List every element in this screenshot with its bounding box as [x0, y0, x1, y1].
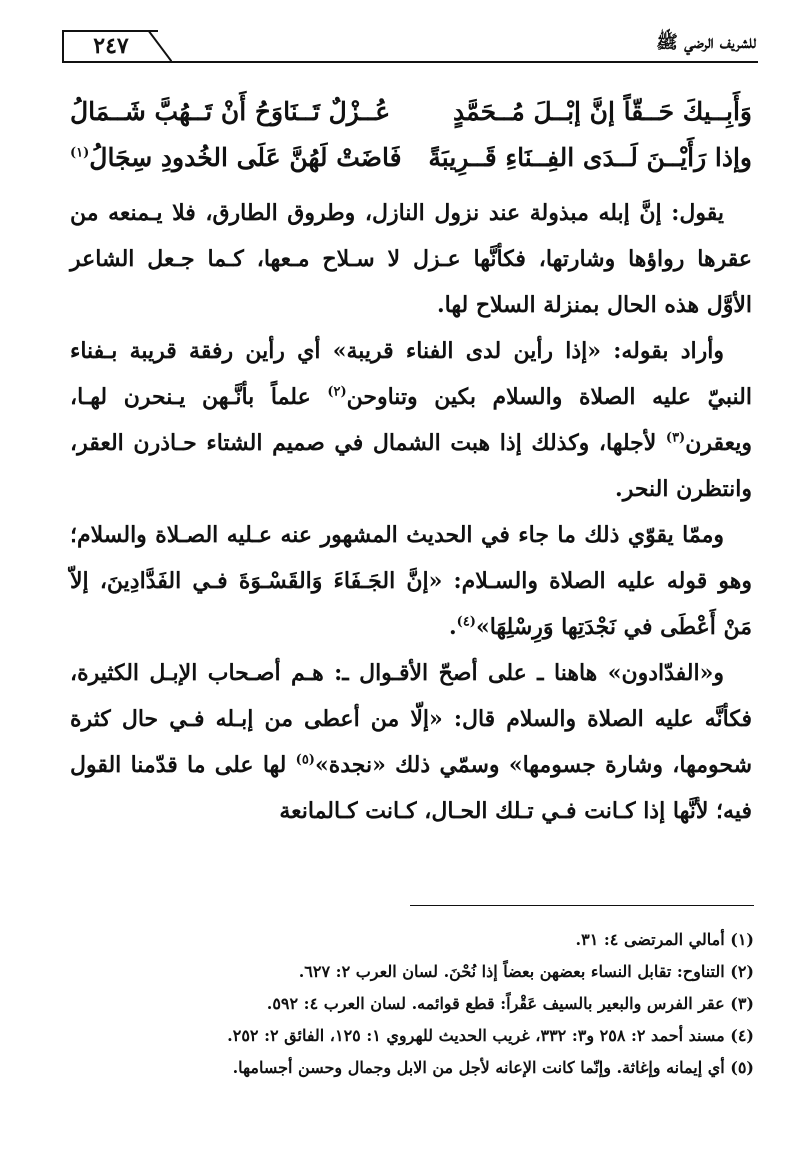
body-text	[70, 190, 752, 834]
footnote-separator	[410, 905, 754, 906]
poem-verse-2-second-hemistich-text: فَاضَتْ لَهُنَّ عَلَى الخُدودِ سِجَالُ	[89, 143, 402, 172]
paragraph-3	[70, 512, 752, 650]
paragraph-4	[70, 650, 752, 834]
paragraph-2	[70, 328, 752, 512]
header-rule	[62, 61, 758, 63]
footnote-ref-2: (٢)	[327, 384, 347, 400]
running-head: للشريف الرضي ﷺ	[656, 32, 756, 53]
footnote-ref-4: (٤)	[456, 614, 476, 630]
footnote-5: (٥) أي إيمانه وإغاثة. وإنّما كانت الإعانه لأجل من الابل وجمال وحسن أجسامها.	[232, 1058, 754, 1077]
footnote-ref-1: (١)	[70, 145, 90, 161]
footnote-4: (٤) مسند أحمد ٢: ٢٥٨ و٣: ٣٣٢، غريب الحديث للهروي ١: ١٢٥، الفائق ٢: ٢٥٢.	[227, 1026, 754, 1045]
poem-verse-2-second-hemistich	[70, 138, 402, 178]
page-number: ٢٤٧	[93, 33, 129, 59]
poem-verse-1-second-hemistich: عُــزْلٌ تَــنَاوَحُ أَنْ تَــهُبَّ شَــمَالُ	[70, 97, 391, 126]
paragraph-4-part-a: و«الفدّادون» هاهنا ـ على أصحّ الأقـوال ـ: هـم أصـحاب الإبـل الكثيرة، فكأنَّه عليه الصلاة والسلام قال: «إلّا من أعطى من إبـله فـي حال كثرة شحومها، وشارة جسومها» وسمّي ذلك «نجدة»	[70, 660, 752, 778]
poem-verse-1	[70, 92, 752, 132]
footnote-1: (١) أمالي المرتضى ٤: ٣١.	[575, 930, 754, 949]
footnote-ref-3: (٣)	[665, 430, 686, 446]
paragraph-3-part-b: .	[448, 614, 457, 640]
paragraph-2-part-b: علماً بأنَّـهن يـنحرن لهـا، ويعقرن	[70, 384, 752, 456]
page-number-frame-slant	[148, 30, 172, 63]
poem-verse-2	[70, 138, 752, 178]
footnote-ref-5: (٥)	[295, 752, 315, 768]
footnote-3: (٣) عقر الفرس والبعير بالسيف عَقْراً: قطع قوائمه. لسان العرب ٤: ٥٩٢.	[266, 994, 754, 1013]
paragraph-2-part-c: لأجلها، وكذلك إذا هبت الشمال في صميم الشتاء حـاذرن العقر، وانتظرن النحر.	[70, 430, 752, 502]
paragraph-1: يقول: إنَّ إبله مبذولة عند نزول النازل، وطروق الطارق، فلا يـمنعه من عقرها رواؤها وشارتها، فكأنَّها عـزل لا سـلاح مـعها، كـما جـعل الشاعر الأوَّل هذه الحال بمنزلة السلاح لها.	[70, 200, 752, 318]
paragraph-2-part-a: وأراد بقوله: «إذا رأين لدى الفناء قريبة» أي رأين رفقة قريبة بـفناء النبيّ عليه الصلاة والسلام بكين وتناوحن	[70, 338, 752, 410]
poem-verse-2-first-hemistich: وإذا رَأَيْــنَ لَــدَى الفِــنَاءِ قَــرِيبَةً	[428, 143, 752, 172]
paragraph-4-part-b: لها على ما قدّمنا القول فيه؛ لأنَّها إذا كـانت فـي تـلك الحـال، كـانت كـالمانعة	[70, 752, 752, 824]
paragraph-3-part-a: وممّا يقوّي ذلك ما جاء في الحديث المشهور عنه عـليه الصـلاة والسلام؛ وهو قوله عليه الصلاة والسـلام: «إنَّ الجَـفَاءَ وَالقَسْـوَةَ فـي الفَدَّادِينَ، إلاّ مَنْ أَعْطَى في نَجْدَتِها وَرِسْلِهَا»	[70, 522, 752, 640]
poem-verse-1-first-hemistich: وَأَبِــيكَ حَــقّاً إنَّ إبْــلَ مُــحَمَّدٍ	[453, 97, 752, 126]
footnote-2: (٢) التناوح: تقابل النساء بعضهن بعضاً إذا نُحْنَ. لسان العرب ٢: ٦٢٧.	[298, 962, 754, 981]
footnotes	[150, 924, 754, 1084]
